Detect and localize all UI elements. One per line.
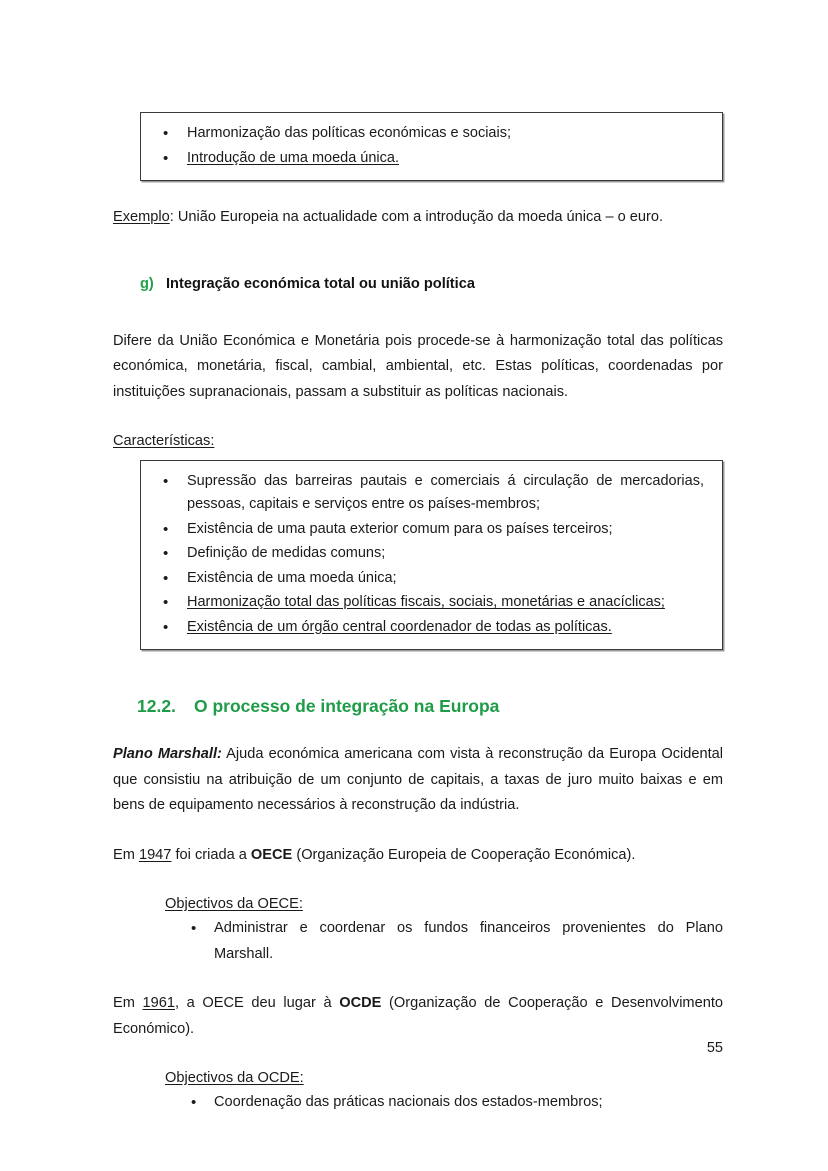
characteristics-label: Características: <box>113 433 215 449</box>
bullet-text: Supressão das barreiras pautais e comerciais á circulação de mercadorias, pessoas, capitais e serviços entre os países-membros; <box>187 472 704 512</box>
marshall-label: Plano Marshall: <box>113 746 222 762</box>
bullet-list-top <box>141 122 710 170</box>
bullet-text: Existência de um órgão central coordenador de todas as políticas. <box>187 618 612 635</box>
bullet-text: Definição de medidas comuns; <box>187 545 386 561</box>
spacer <box>113 868 723 892</box>
oece-objectives-list <box>165 916 723 967</box>
spacer <box>113 405 723 429</box>
list-item: • Coordenação das práticas nacionais dos estados-membros; <box>214 1090 723 1116</box>
marshall-text: Ajuda económica americana com vista à reconstrução da Europa Ocidental que consistiu na atribuição de um conjunto de capitais, a taxas de juro muito baixas e em bens de equipamento necessários à reconstrução da indústria. <box>113 746 723 813</box>
list-item <box>187 616 704 640</box>
ocde-post: (Organização de Cooperação e Desenvolvimento Económico). <box>113 995 723 1037</box>
oece-paragraph <box>113 843 723 869</box>
ocde-paragraph <box>113 991 723 1042</box>
list-item: • Administrar e coordenar os fundos financeiros provenientes do Plano Marshall. <box>214 916 723 967</box>
page-number: 55 <box>706 1040 723 1056</box>
list-item <box>187 591 704 615</box>
oece-mid: foi criada a <box>171 846 251 863</box>
subsection-marker: g) <box>140 275 154 292</box>
ocde-acronym: OCDE <box>339 995 382 1011</box>
ocde-objectives-label: Objectivos da OCDE: <box>165 1070 304 1086</box>
list-item <box>187 567 704 591</box>
list-item <box>187 518 704 542</box>
ocde-year: 1961 <box>142 995 175 1011</box>
list-item <box>187 122 704 146</box>
spacer <box>113 718 723 742</box>
marshall-paragraph <box>113 742 723 819</box>
oece-acronym: OECE <box>250 846 293 863</box>
oece-objectives-block <box>113 892 723 967</box>
ocde-mid: , a OECE deu lugar à <box>175 995 340 1011</box>
subsection-title: Integração económica total ou união política <box>166 275 475 292</box>
list-item <box>187 542 704 566</box>
oece-post: (Organização Europeia de Cooperação Económica). <box>292 846 636 863</box>
section-title: O processo de integração na Europa <box>194 696 500 716</box>
spacer <box>113 650 723 694</box>
subsection-heading-g <box>113 273 723 295</box>
list-item <box>187 147 704 171</box>
page-content <box>113 112 723 1116</box>
spacer <box>113 295 723 329</box>
bullet-text: Harmonização total das políticas fiscais, sociais, monetárias e anacíclicas; <box>187 594 665 610</box>
ocde-pre: Em <box>113 995 143 1011</box>
bullet-box-top <box>140 112 723 181</box>
bullet-text: Introdução de uma moeda única. <box>187 149 399 166</box>
section-g-paragraph: Difere da União Económica e Monetária pois procede-se à harmonização total das políticas económica, monetária, fiscal, cambial, ambiental, etc. Estas políticas, coordenadas por instituições supranacionais, passam a substituir as políticas nacionais. <box>113 332 723 400</box>
example-paragraph <box>113 205 723 231</box>
spacer <box>113 181 723 205</box>
ocde-objectives-block <box>113 1066 723 1116</box>
bullet-text: Existência de uma pauta exterior comum para os países terceiros; <box>187 520 613 537</box>
oece-pre: Em <box>113 846 139 863</box>
oece-objectives-label: Objectivos da OECE: <box>165 896 303 912</box>
bullet-text: Harmonização das políticas económicas e sociais; <box>187 125 511 141</box>
ocde-objectives-list <box>165 1090 723 1116</box>
bullet-box-characteristics <box>140 460 723 651</box>
section-number: 12.2. <box>137 696 176 716</box>
spacer <box>113 967 723 991</box>
section-heading-12-2 <box>113 694 723 718</box>
list-item <box>187 470 704 517</box>
spacer <box>113 231 723 273</box>
oece-year: 1947 <box>138 846 172 863</box>
example-text: : União Europeia na actualidade com a introdução da moeda única – o euro. <box>169 209 664 225</box>
bullet-list-characteristics <box>141 470 710 640</box>
bullet-text: Existência de uma moeda única; <box>187 569 397 586</box>
example-label: Exemplo <box>113 209 170 225</box>
spacer <box>113 819 723 843</box>
